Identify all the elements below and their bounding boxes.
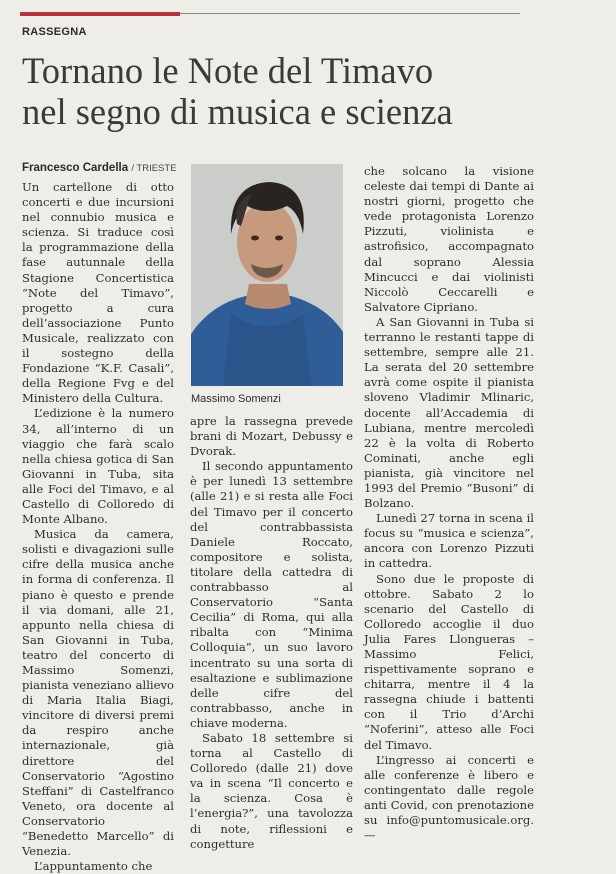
- section-rule-accent: [20, 12, 180, 16]
- paragraph: L’ingresso ai concerti e alle conferenze è libero e contingentato dalle regole anti Covid, con prenotazione su info@puntomusicale.org.—: [364, 752, 534, 843]
- article-column-2: [190, 414, 353, 852]
- paragraph: A San Giovanni in Tuba si terranno le restanti tappe di settembre, sempre alle 21. La serata del 20 settembre avrà come ospite il pianista sloveno Vladimir Mlinaric, docente all’Accademia di Lubiana, mentre mercoledì 22 è la volta di Roberto Cominati, anche egli pianista, già vincitore nel 1993 del Premio “Busoni” di Bolzano.: [364, 314, 534, 511]
- section-label: RASSEGNA: [22, 26, 87, 38]
- paragraph: apre la rassegna prevede brani di Mozart, Debussy e Dvorak.: [190, 414, 353, 459]
- article-column-1: [22, 180, 174, 874]
- article-column-3: [364, 164, 534, 843]
- byline: [22, 162, 177, 174]
- paragraph: Sono due le proposte di ottobre. Sabato 2 lo scenario del Castello di Colloredo accoglie il duo Julia Fares Llongueras – Massimo Felici, rispettivamente soprano e chitarra, mentre il 4 la rassegna chiude i battenti con il Trio d’Archi “Noferini”, atteso alle Foci del Timavo.: [364, 571, 534, 752]
- headline: [22, 50, 597, 132]
- portrait-photo: [191, 164, 343, 386]
- paragraph: Sabato 18 settembre si torna al Castello di Colloredo (dalle 21) dove va in scena “Il concerto e la scienza. Cosa è l’energia?”, una tavolozza di note, riflessioni e congetture: [190, 730, 353, 851]
- paragraph: L’appuntamento che: [34, 859, 153, 874]
- paragraph: che solcano la visione celeste dai tempi di Dante ai nostri giorni, progetto che vede protagonista Lorenzo Pizzuti, violinista e astrofisico, accompagnato dal soprano Alessia Mincucci e dai violinisti Niccolò Ceccarelli e Salvatore Cipriano.: [364, 164, 534, 314]
- paragraph: Lunedì 27 torna in scena il focus su “musica e scienza”, ancora con Lorenzo Pizzuti in cattedra.: [364, 511, 534, 571]
- byline-location: / TRIESTE: [131, 163, 177, 174]
- paragraph: L’edizione è la numero 34, all’interno di un viaggio che farà scalo nella chiesa gotica di San Giovanni in Tuba, sita alle Foci del Timavo, e al Castello di Colloredo di Monte Albano.: [22, 406, 174, 527]
- paragraph: Il secondo appuntamento è per lunedì 13 settembre (alle 21) e si resta alle Foci del Timavo per il concerto del contrabbassista Daniele Roccato, compositore e solista, titolare della cattedra di contrabbasso al Conservatorio “Santa Cecilia” di Roma, qui alla ribalta con “Minima Colloquia”, un suo lavoro incentrato su una sorta di esaltazione e sublimazione delle cifre del contrabbasso, anche in chiave moderna.: [190, 459, 353, 730]
- section-rule: [180, 13, 520, 14]
- paragraph: Musica da camera, solisti e divagazioni sulle cifre della musica anche in forma di conferenza. Il piano è questo e prende il via domani, alle 21, appunto nella chiesa di San Giovanni in Tuba, teatro del concerto di Massimo Somenzi, pianista veneziano allievo di Maria Italia Biagi, vincitore di diversi premi da respiro anche internazionale, già direttore del Conservatorio “Agostino Steffani” di Castelfranco Veneto, ora docente al Conservatorio “Benedetto Marcello” di Venezia.: [22, 527, 174, 859]
- headline-line-1: Tornano le Note del Timavo: [22, 50, 434, 91]
- headline-line-2: nel segno di musica e scienza: [22, 91, 453, 132]
- paragraph: Un cartellone di otto concerti e due incursioni nel connubio musica e scienza. Si traduce così la programmazione della fase autunnale della Stagione Concertistica “Note del Timavo”, progetto a cura dell’associazione Punto Musicale, realizzato con il sostegno della Fondazione “K.F. Casali”, della Regione Fvg e del Ministero della Cultura.: [22, 180, 174, 406]
- photo-caption: Massimo Somenzi: [191, 393, 281, 405]
- portrait-illustration: [191, 164, 343, 386]
- byline-author: Francesco Cardella: [22, 162, 129, 174]
